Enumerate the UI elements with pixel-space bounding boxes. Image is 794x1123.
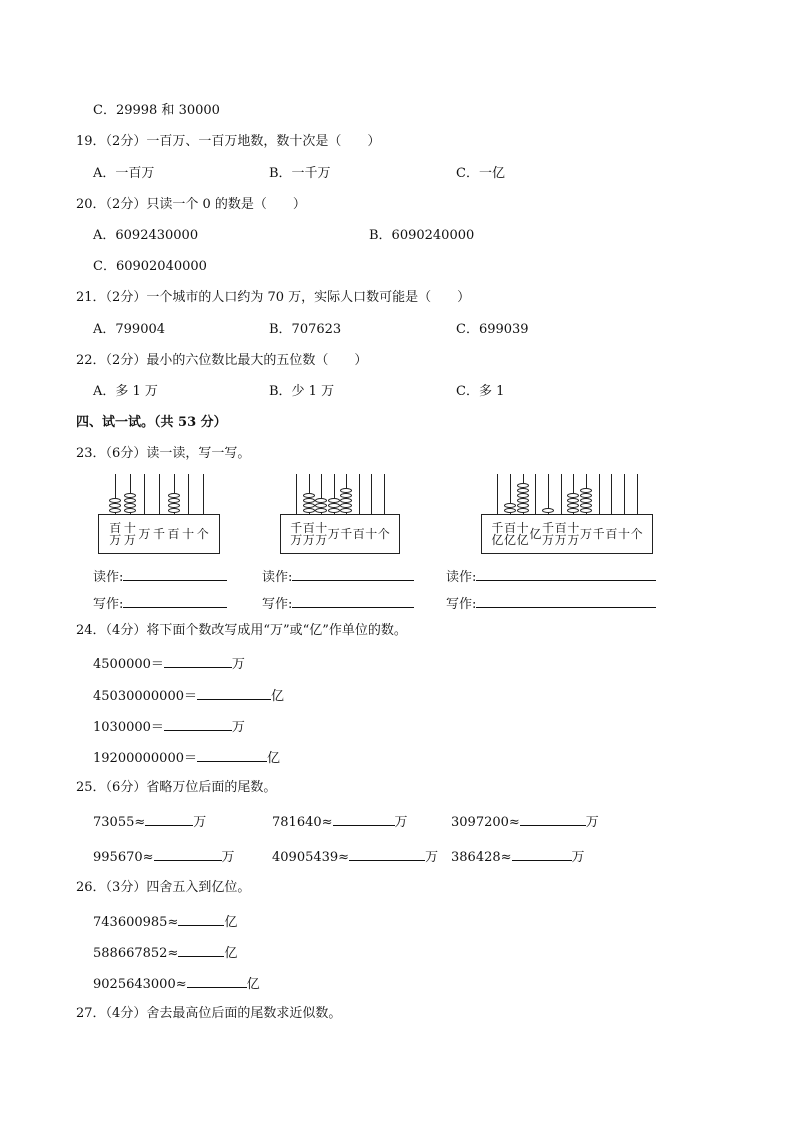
abacus-bead <box>168 498 180 503</box>
unit: 万 <box>231 657 245 672</box>
place-value-label: 百 亿 <box>503 521 516 547</box>
abacus-bead <box>303 498 315 503</box>
answer-blank[interactable] <box>197 748 267 762</box>
abacus-2-write <box>262 594 414 613</box>
abacus-rod <box>359 474 360 514</box>
answer-blank[interactable] <box>520 812 586 826</box>
answer-blank[interactable] <box>164 654 232 668</box>
place-value-label: 万 <box>327 527 340 541</box>
abacus-bead <box>542 508 554 513</box>
abacus-bead <box>340 488 352 493</box>
abacus-bead <box>124 493 136 498</box>
number: 4500000＝ <box>93 657 164 672</box>
place-value-label: 千 万 <box>541 521 554 547</box>
place-value-label: 个 <box>630 527 643 541</box>
answer-blank[interactable] <box>178 912 224 926</box>
place-value-label: 十 万 <box>315 521 328 547</box>
abacus-bead <box>517 488 529 493</box>
place-value-label: 万 <box>138 527 151 541</box>
abacus-rod <box>203 474 204 514</box>
answer-blank[interactable] <box>164 717 232 731</box>
abacus-1-read <box>93 567 227 586</box>
q24-item <box>93 686 284 705</box>
abacus-rod <box>371 474 372 514</box>
unit: 亿 <box>224 915 238 930</box>
abacus-bead <box>328 503 340 508</box>
read-label: 读作: <box>446 570 477 585</box>
q20-option-b: B．6090240000 <box>369 228 475 243</box>
number: 1030000＝ <box>93 720 164 735</box>
abacus-bead <box>168 503 180 508</box>
abacus-bead <box>109 508 121 513</box>
q21-option-c: C．699039 <box>456 322 529 337</box>
abacus-2 <box>280 474 400 554</box>
abacus-rod <box>637 474 638 514</box>
abacus-bead <box>340 493 352 498</box>
q26-item <box>93 912 237 931</box>
abacus-rod <box>497 474 498 514</box>
place-value-label: 个 <box>196 527 209 541</box>
abacus-bead <box>517 508 529 513</box>
unit: 亿 <box>270 689 284 704</box>
abacus-rod <box>188 474 189 514</box>
abacus-rod <box>535 474 536 514</box>
abacus-rod <box>384 474 385 514</box>
q25-item <box>93 812 206 831</box>
q25-item <box>451 812 599 831</box>
abacus-bead <box>109 503 121 508</box>
q24-item <box>93 748 280 767</box>
abacus-bead <box>109 498 121 503</box>
answer-blank[interactable] <box>349 847 425 861</box>
place-value-label: 千 <box>592 527 605 541</box>
write-label: 写作: <box>93 597 124 612</box>
read-label: 读作: <box>262 570 293 585</box>
abacus-bead <box>303 508 315 513</box>
abacus-bead <box>567 508 579 513</box>
abacus-rod <box>159 474 160 514</box>
answer-blank[interactable] <box>178 943 224 957</box>
q25-item <box>451 847 585 866</box>
unit: 万 <box>394 815 408 830</box>
place-value-label: 百 万 <box>302 521 315 547</box>
place-value-label: 十 亿 <box>516 521 529 547</box>
abacus-bead <box>315 498 327 503</box>
write-label: 写作: <box>262 597 293 612</box>
q25-item <box>93 847 235 866</box>
q26-item <box>93 974 260 993</box>
answer-blank[interactable] <box>476 567 656 581</box>
number: 743600985≈ <box>93 915 179 930</box>
abacus-bead <box>303 503 315 508</box>
answer-blank[interactable] <box>123 567 227 581</box>
q22-stem: 22．（2分）最小的六位数比最大的五位数（ ） <box>76 353 368 368</box>
place-value-label: 十 万 <box>123 521 136 547</box>
q25-item <box>272 812 408 831</box>
abacus-bead <box>168 493 180 498</box>
q27-stem: 27．（4分）舍去最高位后面的尾数求近似数。 <box>76 1006 342 1021</box>
abacus-1-write <box>93 594 227 613</box>
place-value-label: 百 <box>167 527 180 541</box>
number: 19200000000＝ <box>93 751 197 766</box>
q19-stem: 19．（2分）一百万、一百万地数，数十次是（ ） <box>76 134 381 149</box>
abacus-rod <box>561 474 562 514</box>
answer-blank[interactable] <box>476 594 656 608</box>
abacus-bead <box>124 508 136 513</box>
place-value-label: 千 万 <box>290 521 303 547</box>
abacus-bead <box>303 493 315 498</box>
abacus-bead <box>567 493 579 498</box>
q21-stem: 21．（2分）一个城市的人口约为 70 万，实际人口数可能是（ ） <box>76 290 471 305</box>
answer-blank[interactable] <box>512 847 572 861</box>
unit: 万 <box>585 815 599 830</box>
abacus-bead <box>567 503 579 508</box>
abacus-bead <box>580 488 592 493</box>
abacus-bead <box>517 503 529 508</box>
number: 995670≈ <box>93 850 154 865</box>
abacus-rod <box>599 474 600 514</box>
q22-option-c: C．多 1 <box>456 384 505 399</box>
number: 45030000000＝ <box>93 689 197 704</box>
abacus-rod <box>611 474 612 514</box>
answer-blank[interactable] <box>123 594 227 608</box>
answer-blank[interactable] <box>333 812 395 826</box>
q19-option-a: A．一百万 <box>93 166 155 181</box>
place-value-label: 个 <box>377 527 390 541</box>
abacus-bead <box>517 493 529 498</box>
number: 73055≈ <box>93 815 146 830</box>
place-value-label: 千 亿 <box>491 521 504 547</box>
abacus-3-read <box>446 567 656 586</box>
q25-item <box>272 847 438 866</box>
number: 9025643000≈ <box>93 977 187 992</box>
abacus-bead <box>580 493 592 498</box>
abacus-bead <box>315 508 327 513</box>
number: 781640≈ <box>272 815 333 830</box>
q19-option-b: B．一千万 <box>269 166 331 181</box>
abacus-bead <box>567 498 579 503</box>
q26-item <box>93 943 237 962</box>
answer-blank[interactable] <box>292 567 414 581</box>
abacus-bead <box>124 498 136 503</box>
answer-blank[interactable] <box>197 686 271 700</box>
q18-option-c: C．29998 和 30000 <box>93 103 220 118</box>
abacus-bead <box>340 498 352 503</box>
number: 588667852≈ <box>93 946 179 961</box>
q20-option-a: A．6092430000 <box>93 228 199 243</box>
abacus-bead <box>504 508 516 513</box>
place-value-label: 百 万 <box>554 521 567 547</box>
answer-blank[interactable] <box>292 594 414 608</box>
place-value-label: 千 <box>340 527 353 541</box>
place-value-label: 十 万 <box>567 521 580 547</box>
abacus-bead <box>580 498 592 503</box>
abacus-bead <box>328 498 340 503</box>
abacus-bead <box>504 503 516 508</box>
answer-blank[interactable] <box>154 847 222 861</box>
place-value-label: 十 <box>617 527 630 541</box>
q22-option-a: A．多 1 万 <box>93 384 158 399</box>
section-4-heading: 四、试一试。（共 53 分） <box>76 415 227 430</box>
number: 3097200≈ <box>451 815 520 830</box>
place-value-label: 千 <box>152 527 165 541</box>
unit: 万 <box>221 850 235 865</box>
write-label: 写作: <box>446 597 477 612</box>
place-value-label: 十 <box>182 527 195 541</box>
abacus-3-write <box>446 594 656 613</box>
abacus-1 <box>98 474 220 554</box>
unit: 亿 <box>266 751 280 766</box>
number: 386428≈ <box>451 850 512 865</box>
unit: 万 <box>231 720 245 735</box>
place-value-label: 百 万 <box>109 521 122 547</box>
q20-stem: 20．（2分）只读一个 0 的数是（ ） <box>76 197 306 212</box>
abacus-rod <box>624 474 625 514</box>
number: 40905439≈ <box>272 850 350 865</box>
abacus-bead <box>340 503 352 508</box>
q21-option-a: A．799004 <box>93 322 166 337</box>
abacus-bead <box>168 508 180 513</box>
abacus-3 <box>481 474 653 554</box>
abacus-bead <box>517 498 529 503</box>
unit: 亿 <box>246 977 260 992</box>
q19-option-c: C．一亿 <box>456 166 505 181</box>
abacus-rod <box>144 474 145 514</box>
abacus-bead <box>328 508 340 513</box>
place-value-label: 百 <box>605 527 618 541</box>
abacus-bead <box>580 503 592 508</box>
q25-stem: 25．（6分）省略万位后面的尾数。 <box>76 780 277 795</box>
abacus-bead <box>340 508 352 513</box>
unit: 万 <box>193 815 207 830</box>
abacus-bead <box>124 503 136 508</box>
place-value-label: 万 <box>579 527 592 541</box>
place-value-label: 百 <box>352 527 365 541</box>
q24-item <box>93 654 245 673</box>
q22-option-b: B．少 1 万 <box>269 384 335 399</box>
unit: 万 <box>571 850 585 865</box>
q26-stem: 26．（3分）四舍五入到亿位。 <box>76 880 251 895</box>
abacus-rod <box>296 474 297 514</box>
unit: 万 <box>425 850 439 865</box>
read-label: 读作: <box>93 570 124 585</box>
abacus-bead <box>315 503 327 508</box>
answer-blank[interactable] <box>187 974 247 988</box>
answer-blank[interactable] <box>145 812 193 826</box>
q24-item <box>93 717 245 736</box>
abacus-bead <box>517 483 529 488</box>
q24-stem: 24．（4分）将下面个数改写成用“万”或“亿”作单位的数。 <box>76 623 407 638</box>
q23-stem: 23．（6分）读一读，写一写。 <box>76 446 251 461</box>
q21-option-b: B．707623 <box>269 322 342 337</box>
unit: 亿 <box>224 946 238 961</box>
abacus-bead <box>580 508 592 513</box>
place-value-label: 亿 <box>529 527 542 541</box>
place-value-label: 十 <box>365 527 378 541</box>
abacus-2-read <box>262 567 414 586</box>
q20-option-c: C．60902040000 <box>93 259 207 274</box>
